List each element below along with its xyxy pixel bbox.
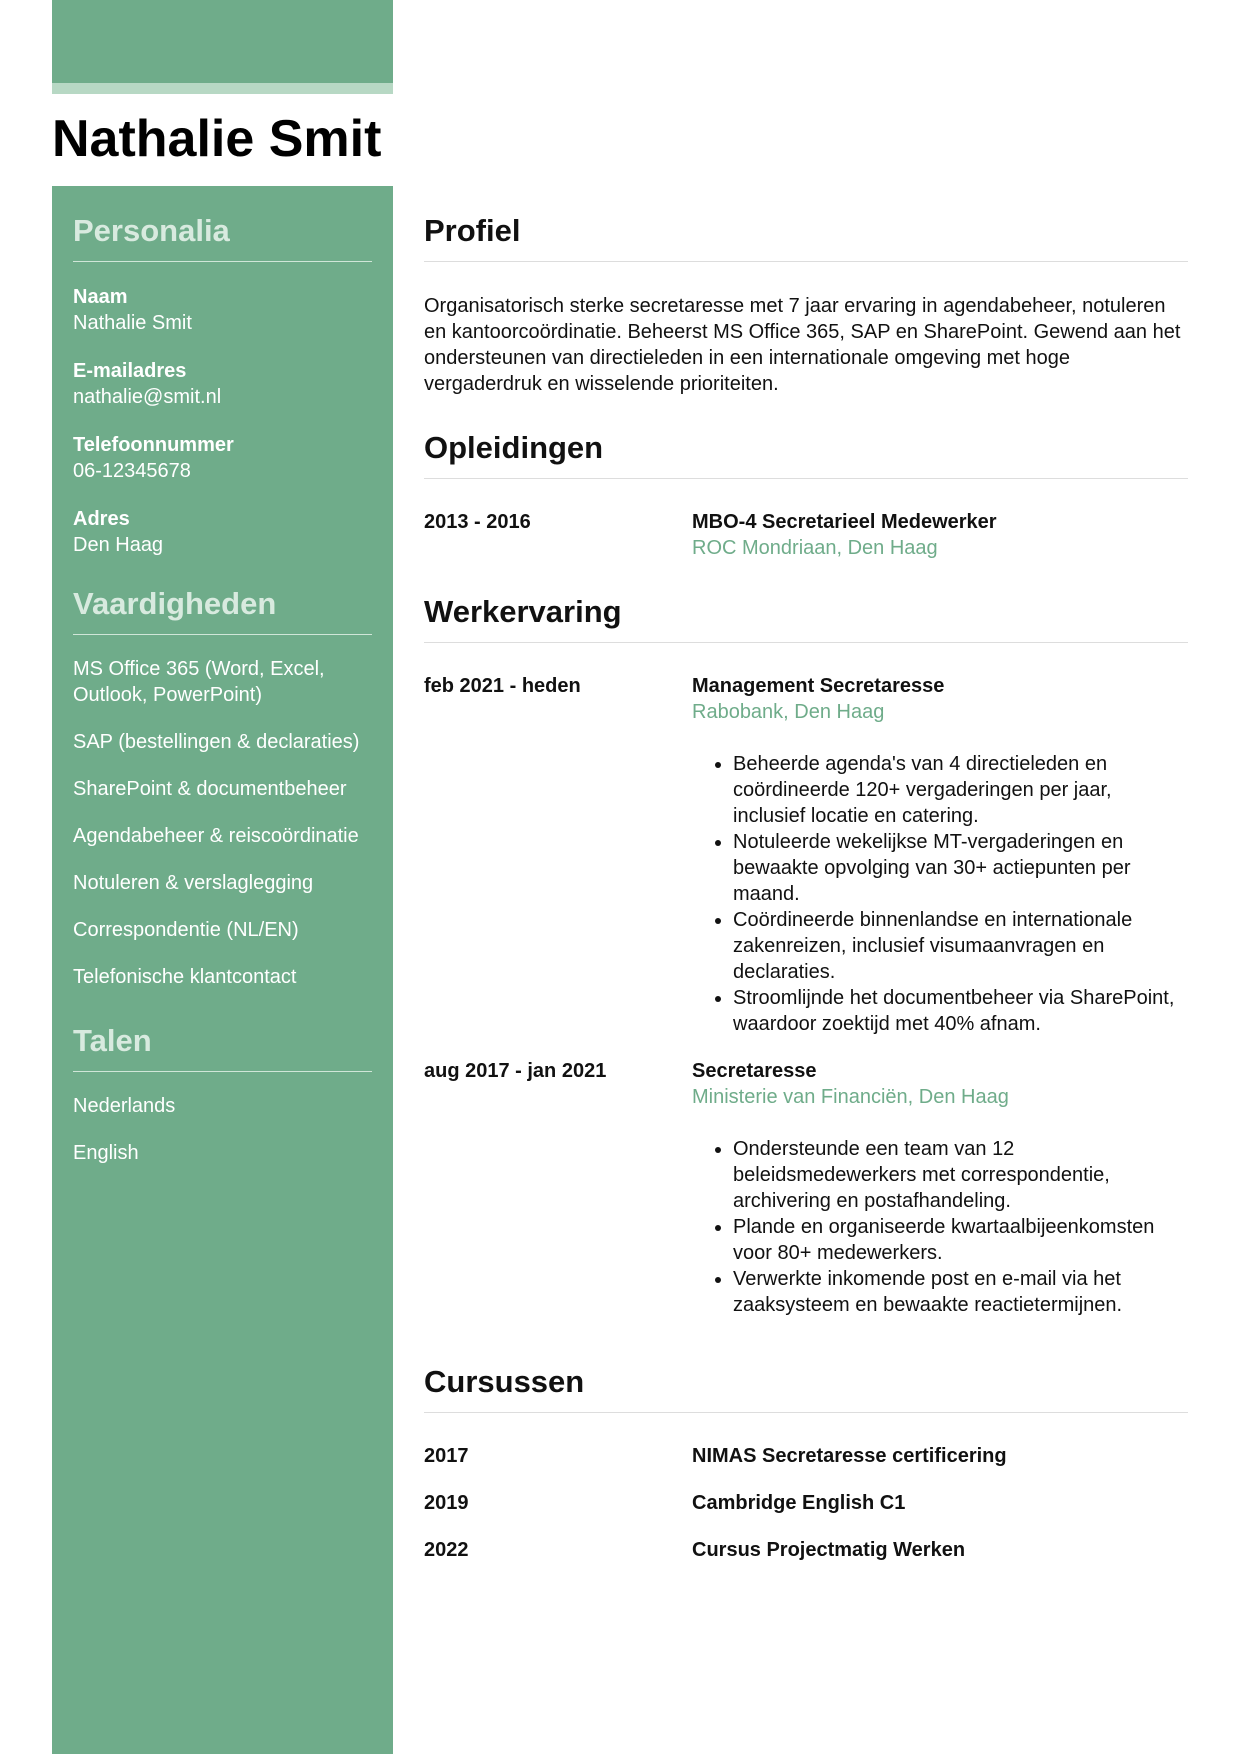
profile-text: Organisatorisch sterke secretaresse met 7 jaar ervaring in agendabeheer, notuleren en kantoorcoördinatie. Beheerst MS Office 365, SAP en SharePoint. Gewend aan het ondersteunen van directieleden in een internationale omgeving met hoge vergaderdruk en wisselende prioriteiten. [424, 295, 1181, 395]
course-year: 2019 [424, 1492, 469, 1514]
course-year: 2017 [424, 1445, 469, 1467]
courses-list [424, 1443, 1188, 1563]
education-section [424, 428, 1188, 561]
language-item: Nederlands [73, 1095, 176, 1117]
header-accent-stripe [52, 83, 393, 94]
bullet-item: • Plande en organiseerde kwartaalbijeenkomsten voor 80+ medewerkers. [733, 1214, 1188, 1266]
bullet-item: • Verwerkte inkomende post en e-mail via het zaaksysteem en bewaakte reactietermijnen. [733, 1266, 1188, 1318]
contact-label: Naam [73, 286, 128, 308]
bullet-item: • Stroomlijnde het documentbeheer via SharePoint, waardoor zoektijd met 40% afnam. [733, 985, 1188, 1037]
entry-title: MBO-4 Secretarieel Medewerker [692, 511, 997, 533]
course-row [424, 1443, 1188, 1469]
contact-value: Nathalie Smit [73, 312, 192, 334]
bullet-item: • Ondersteunde een team van 12 beleidsmedewerkers met correspondentie, archivering en postafhandeling. [733, 1136, 1188, 1214]
course-row [424, 1537, 1188, 1563]
skills-section [73, 584, 372, 1011]
profile-heading: Profiel [424, 211, 1188, 262]
entry-body [692, 673, 1188, 1037]
contact-item-address [73, 506, 372, 558]
skills-heading: Vaardigheden [73, 584, 372, 635]
course-name: Cursus Projectmatig Werken [692, 1539, 966, 1561]
skill-item: SAP (bestellingen & declaraties) [73, 731, 360, 753]
skill-item: Notuleren & verslaglegging [73, 872, 314, 894]
course-name: NIMAS Secretaresse certificering [692, 1445, 1007, 1467]
course-name: Cambridge English C1 [692, 1492, 906, 1514]
entry-body [692, 1058, 1188, 1318]
education-heading: Opleidingen [424, 428, 1188, 479]
contact-label: E-mailadres [73, 360, 187, 382]
contact-label: Telefoonnummer [73, 434, 234, 456]
contact-value: nathalie@smit.nl [73, 386, 222, 408]
courses-heading: Cursussen [424, 1362, 1188, 1413]
candidate-name: Nathalie Smit [52, 110, 382, 168]
contact-label: Adres [73, 508, 130, 530]
contact-list [73, 284, 372, 558]
contact-value: Den Haag [73, 534, 164, 556]
course-row [424, 1490, 1188, 1516]
course-year: 2022 [424, 1539, 469, 1561]
header-accent-block [52, 0, 393, 83]
entry-title: Management Secretaresse [692, 675, 945, 697]
work-entry [424, 673, 1188, 1037]
contact-item-phone [73, 432, 372, 484]
personalia-section [73, 211, 372, 558]
entry-organization: Rabobank, Den Haag [692, 701, 885, 723]
skill-item: Telefonische klantcontact [73, 966, 297, 988]
entry-organization: Ministerie van Financiën, Den Haag [692, 1086, 1009, 1108]
bullet-item: • Beheerde agenda's van 4 directieleden en coördineerde 120+ vergaderingen per jaar, inclusief locatie en catering. [733, 751, 1188, 829]
languages-section [73, 1021, 372, 1187]
education-entry [424, 509, 1188, 561]
work-heading: Werkervaring [424, 592, 1188, 643]
entry-body [692, 509, 1188, 561]
entry-dates: aug 2017 - jan 2021 [424, 1060, 607, 1082]
contact-item-name [73, 284, 372, 336]
bullet-item: • Notuleerde wekelijkse MT-vergaderingen en bewaakte opvolging van 30+ actiepunten per maand. [733, 829, 1188, 907]
sidebar [52, 186, 393, 1754]
entry-bullets [692, 751, 1188, 1037]
skill-item: MS Office 365 (Word, Excel, Outlook, PowerPoint) [73, 658, 325, 706]
skills-list [73, 656, 372, 990]
entry-dates: feb 2021 - heden [424, 675, 581, 697]
personalia-heading: Personalia [73, 211, 372, 262]
languages-list [73, 1093, 372, 1166]
profile-section [424, 211, 1188, 397]
entry-bullets [692, 1136, 1188, 1318]
skill-item: SharePoint & documentbeheer [73, 778, 347, 800]
contact-value: 06-12345678 [73, 460, 191, 482]
work-entry [424, 1058, 1188, 1318]
contact-item-email [73, 358, 372, 410]
skill-item: Correspondentie (NL/EN) [73, 919, 299, 941]
languages-heading: Talen [73, 1021, 372, 1072]
work-section [424, 592, 1188, 1318]
language-item: English [73, 1142, 139, 1164]
entry-title: Secretaresse [692, 1060, 817, 1082]
skill-item: Agendabeheer & reiscoördinatie [73, 825, 359, 847]
entry-dates: 2013 - 2016 [424, 511, 531, 533]
bullet-item: • Coördineerde binnenlandse en internationale zakenreizen, inclusief visumaanvragen en declaraties. [733, 907, 1188, 985]
courses-section [424, 1362, 1188, 1584]
entry-organization: ROC Mondriaan, Den Haag [692, 537, 938, 559]
